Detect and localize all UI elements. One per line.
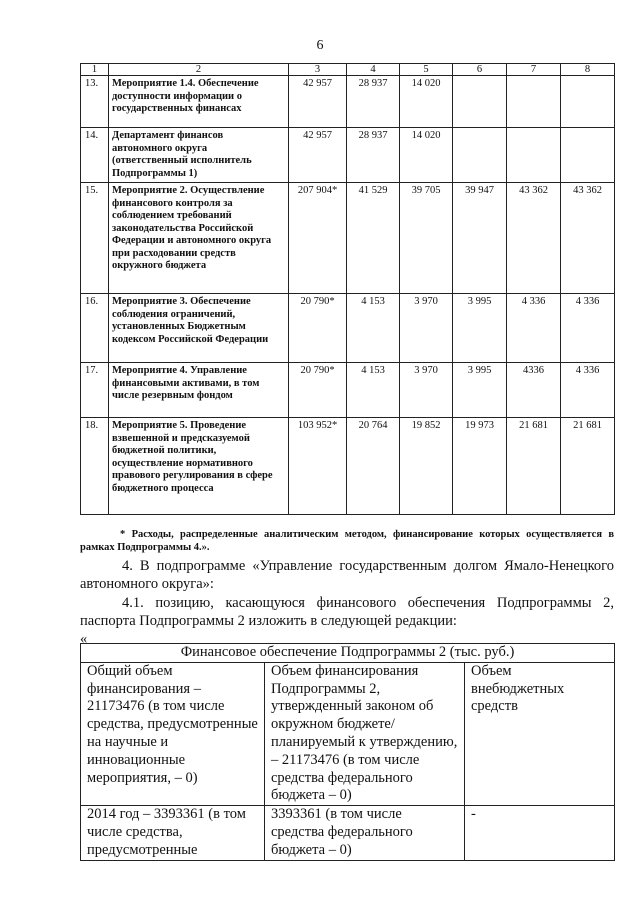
row-name: Мероприятие 3. Обеспечение соблюдения ограничений, установленных Бюджетным кодексом Российской Федерации	[109, 294, 289, 363]
cell-value: 19 973	[453, 418, 507, 515]
cell-value: 43 362	[507, 183, 561, 294]
table-row	[81, 76, 615, 128]
header-cell: 3	[289, 64, 347, 76]
header-cell: 1	[81, 64, 109, 76]
cell-value: 19 852	[400, 418, 453, 515]
cell-value: 4 153	[347, 294, 400, 363]
cell-value: 20 790*	[289, 294, 347, 363]
extrabudgetary-cell: Объем внебюджетных средств	[465, 662, 615, 805]
table-row	[81, 183, 615, 294]
row-name: Мероприятие 1.4. Обеспечение доступности информации о государственных финансах	[109, 76, 289, 128]
cell-value: 20 790*	[289, 363, 347, 418]
opening-quote: «	[80, 631, 88, 647]
cell-value: 4 336	[561, 294, 615, 363]
paragraph-4: 4. В подпрограмме «Управление государственным долгом Ямало-Ненецкого автономного округа»:	[80, 558, 614, 592]
approved-funding-cell: Объем финансирования Подпрограммы 2, утвержденный законом об окружном бюджете/ планируемый к утверждению, – 21173476 (в том числе средства федерального бюджета – 0)	[265, 662, 465, 805]
row-name: Мероприятие 2. Осуществление финансового контроля за соблюдением требований законодательства Российской Федерации и автономного округа при расходовании средств окружного бюджета	[109, 183, 289, 294]
row-number: 14.	[81, 128, 109, 183]
cell-value: 207 904*	[289, 183, 347, 294]
year-2014-cell: 2014 год – 3393361 (в том числе средства, предусмотренные	[81, 806, 265, 860]
header-cell: 2	[109, 64, 289, 76]
header-cell: 7	[507, 64, 561, 76]
cell-value: 21 681	[561, 418, 615, 515]
table-header-row	[81, 64, 615, 76]
cell-value: 39 947	[453, 183, 507, 294]
header-cell: 5	[400, 64, 453, 76]
row-number: 18.	[81, 418, 109, 515]
table-row	[81, 363, 615, 418]
cell-value: 4336	[507, 363, 561, 418]
cell-value: 3 970	[400, 294, 453, 363]
cell-value: 28 937	[347, 128, 400, 183]
cell-value: 42 957	[289, 128, 347, 183]
cell-value: 4 153	[347, 363, 400, 418]
cell-value: 20 764	[347, 418, 400, 515]
header-cell: 4	[347, 64, 400, 76]
cell-value: 3 970	[400, 363, 453, 418]
table-row	[81, 418, 615, 515]
year-2014-extrabudgetary-cell: -	[465, 806, 615, 860]
cell-value	[453, 128, 507, 183]
row-number: 13.	[81, 76, 109, 128]
passport-row	[81, 662, 615, 805]
passport-title: Финансовое обеспечение Подпрограммы 2 (тыс. руб.)	[81, 644, 615, 663]
row-number: 16.	[81, 294, 109, 363]
cell-value: 39 705	[400, 183, 453, 294]
cell-value: 4 336	[507, 294, 561, 363]
footnote: * Расходы, распределенные аналитическим методом, финансирование которых осуществляется в рамках Подпрограммы 4.».	[80, 529, 614, 553]
page-number: 6	[316, 38, 324, 53]
cell-value: 103 952*	[289, 418, 347, 515]
table-row	[81, 128, 615, 183]
cell-value	[507, 76, 561, 128]
paragraph-4-1: 4.1. позицию, касающуюся финансового обеспечения Подпрограммы 2, паспорта Подпрограммы 2 изложить в следующей редакции:	[80, 595, 614, 629]
total-funding-cell: Общий объем финансирования – 21173476 (в том числе средства, предусмотренные на научные и инновационные мероприятия, – 0)	[81, 662, 265, 805]
cell-value: 21 681	[507, 418, 561, 515]
cell-value: 3 995	[453, 363, 507, 418]
funding-table	[80, 63, 615, 515]
row-name: Мероприятие 5. Проведение взвешенной и предсказуемой бюджетной политики, осуществление нормативного правового регулирования в сфере бюджетного процесса	[109, 418, 289, 515]
cell-value	[507, 128, 561, 183]
cell-value: 42 957	[289, 76, 347, 128]
passport-title-row	[81, 644, 615, 663]
cell-value	[561, 76, 615, 128]
passport-table	[80, 643, 615, 861]
row-name: Департамент финансов автономного округа (ответственный исполнитель Подпрограммы 1)	[109, 128, 289, 183]
header-cell: 8	[561, 64, 615, 76]
row-number: 15.	[81, 183, 109, 294]
cell-value	[561, 128, 615, 183]
cell-value	[453, 76, 507, 128]
header-cell: 6	[453, 64, 507, 76]
table-row	[81, 294, 615, 363]
cell-value: 28 937	[347, 76, 400, 128]
row-number: 17.	[81, 363, 109, 418]
row-name: Мероприятие 4. Управление финансовыми активами, в том числе резервным фондом	[109, 363, 289, 418]
cell-value: 3 995	[453, 294, 507, 363]
cell-value: 43 362	[561, 183, 615, 294]
cell-value: 14 020	[400, 128, 453, 183]
year-2014-amount-cell: 3393361 (в том числе средства федерального бюджета – 0)	[265, 806, 465, 860]
cell-value: 14 020	[400, 76, 453, 128]
passport-row	[81, 806, 615, 860]
cell-value: 41 529	[347, 183, 400, 294]
cell-value: 4 336	[561, 363, 615, 418]
